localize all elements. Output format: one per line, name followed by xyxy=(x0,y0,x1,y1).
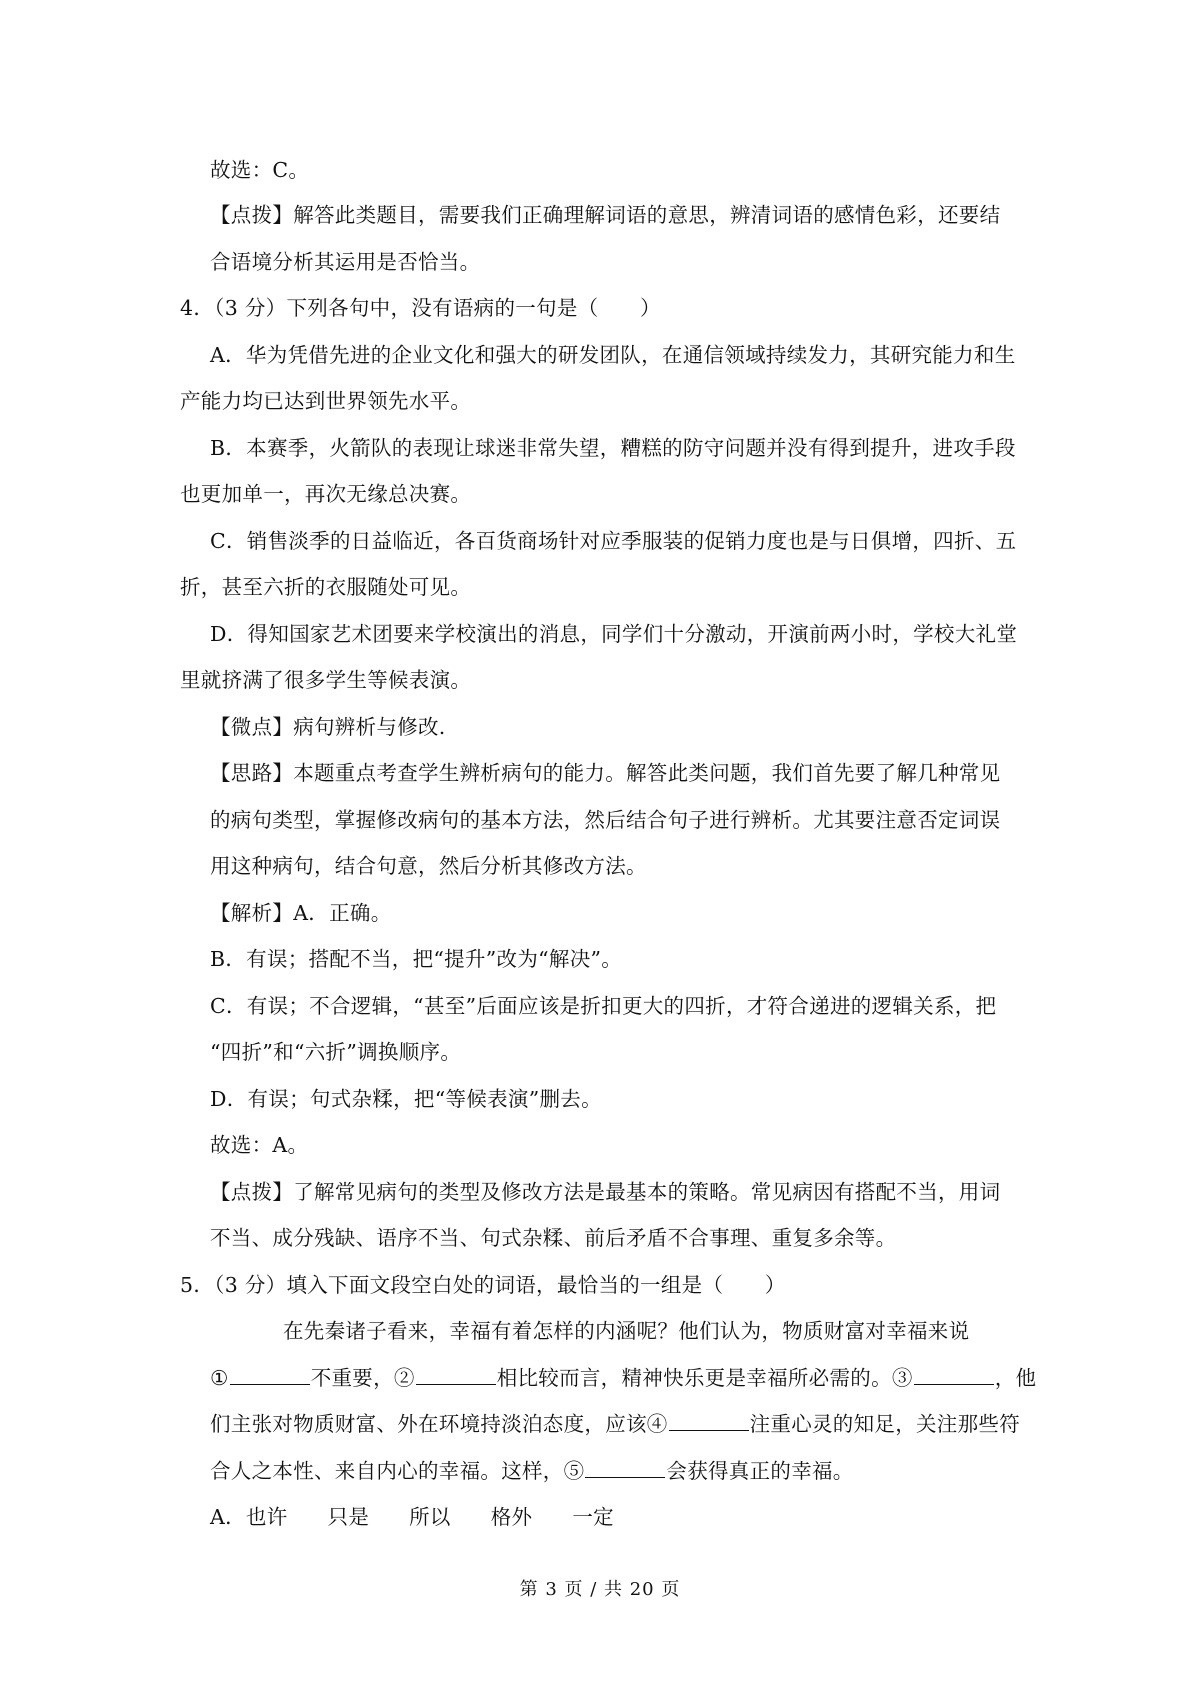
analysis-line: 【解析】A．正确。 xyxy=(210,901,392,925)
tip-line: 合语境分析其运用是否恰当。 xyxy=(210,250,481,274)
analysis-line: B．有误；搭配不当，把“提升”改为“解决”。 xyxy=(210,947,623,971)
option-c-line: 折，甚至六折的衣服随处可见。 xyxy=(180,575,472,599)
blank-4 xyxy=(669,1410,749,1431)
tip-line: 【点拨】了解常见病句的类型及修改方法是最基本的策略。常见病因有搭配不当，用词 xyxy=(210,1180,1001,1204)
answer-line: 故选：C。 xyxy=(210,158,310,182)
passage-line: 在先秦诸子看来，幸福有着怎样的内涵呢？他们认为，物质财富对幸福来说 xyxy=(283,1319,970,1343)
analysis-line: C．有误；不合逻辑，“甚至”后面应该是折扣更大的四折，才符合递进的逻辑关系，把 xyxy=(210,994,997,1018)
blank-3 xyxy=(914,1364,994,1385)
approach-line: 【思路】本题重点考查学生辨析病句的能力。解答此类问题，我们首先要了解几种常见 xyxy=(210,761,1001,785)
option-a-line: 产能力均已达到世界领先水平。 xyxy=(180,389,472,413)
analysis-line: D．有误；句式杂糅，把“等候表演”删去。 xyxy=(210,1087,602,1111)
option-b-line: B．本赛季，火箭队的表现让球迷非常失望，糟糕的防守问题并没有得到提升，进攻手段 xyxy=(210,436,1016,460)
question-5-title: 5．（3 分）填入下面文段空白处的词语，最恰当的一组是（ ） xyxy=(180,1273,786,1297)
question-4-title: 4．（3 分）下列各句中，没有语病的一句是（ ） xyxy=(180,296,661,320)
tip-line: 不当、成分残缺、语序不当、句式杂糅、前后矛盾不合事理、重复多余等。 xyxy=(210,1226,897,1250)
question-5-option-a: A．也许 只是 所以 格外 一定 xyxy=(210,1505,614,1529)
blank-2 xyxy=(416,1364,496,1385)
blank-5 xyxy=(585,1457,665,1478)
analysis-line: “四折”和“六折”调换顺序。 xyxy=(210,1040,462,1064)
passage-blank-line: 们主张对物质财富、外在环境持淡泊态度，应该④ 注重心灵的知足，关注那些符 xyxy=(210,1412,1021,1436)
option-d-line: D．得知国家艺术团要来学校演出的消息，同学们十分激动，开演前两小时，学校大礼堂 xyxy=(210,622,1018,646)
answer-line: 故选：A。 xyxy=(210,1133,309,1157)
page-number-footer: 第 3 页 / 共 20 页 xyxy=(519,1579,681,1600)
blank-1 xyxy=(230,1364,310,1385)
option-a-line: A．华为凭借先进的企业文化和强大的研发团队，在通信领域持续发力，其研究能力和生 xyxy=(210,343,1016,367)
point-line: 【微点】病句辨析与修改. xyxy=(210,715,446,739)
passage-blank-line: 合人之本性、来自内心的幸福。这样，⑤ 会获得真正的幸福。 xyxy=(210,1459,854,1483)
approach-line: 用这种病句，结合句意，然后分析其修改方法。 xyxy=(210,854,647,878)
option-d-line: 里就挤满了很多学生等候表演。 xyxy=(180,668,472,692)
tip-line: 【点拨】解答此类题目，需要我们正确理解词语的意思，辨清词语的感情色彩，还要结 xyxy=(210,203,1001,227)
option-b-line: 也更加单一，再次无缘总决赛。 xyxy=(180,482,472,506)
approach-line: 的病句类型，掌握修改病句的基本方法，然后结合句子进行辨析。尤其要注意否定词误 xyxy=(210,808,1001,832)
option-c-line: C．销售淡季的日益临近，各百货商场针对应季服装的促销力度也是与日俱增，四折、五 xyxy=(210,529,1017,553)
passage-blank-line: ① 不重要，② 相比较而言，精神快乐更是幸福所必需的。③ ，他 xyxy=(210,1366,1037,1390)
